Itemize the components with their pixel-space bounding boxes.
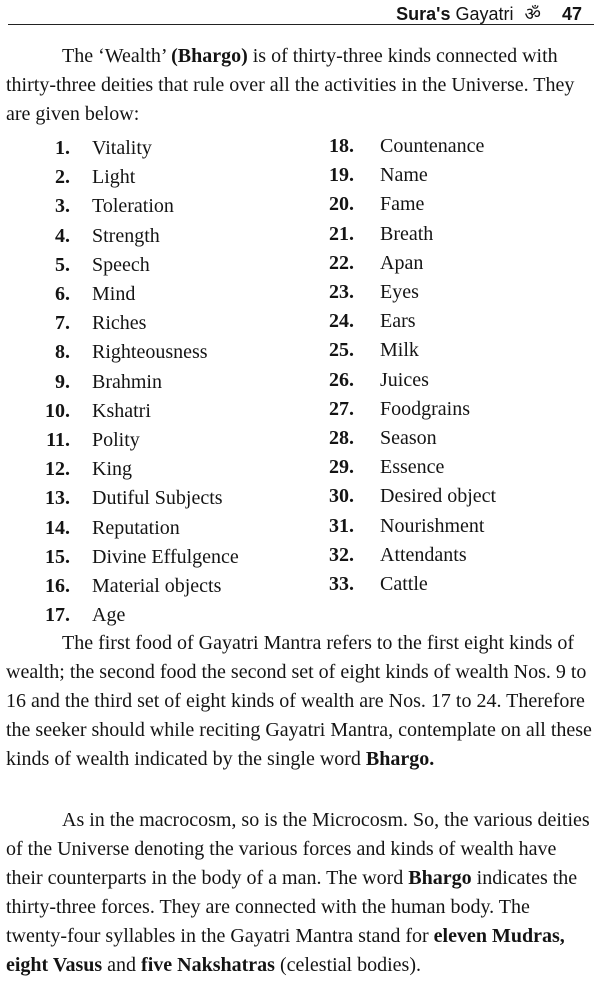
para3-text-1: As in the macrocosm, so is the Microcosm. So, the various deities of the Universe denoting the various forces and kinds of wealth have their counterparts in the body of a man. The word (6, 809, 590, 889)
list-item-label: Mind (92, 283, 136, 305)
list-item-label: Strength (92, 224, 160, 247)
list-item-label: Desired object (380, 485, 497, 508)
list-item-label: Attendants (380, 543, 467, 566)
list-item-label: Breath (380, 222, 434, 245)
list-item-label: Age (92, 604, 126, 627)
list-item-number: 14. (45, 516, 70, 539)
list-item-number: 17. (45, 604, 70, 627)
list-item-label: Milk (380, 339, 419, 362)
list-item-number: 11. (46, 429, 70, 451)
list-item-number: 2. (55, 166, 70, 189)
list-item-number: 25. (329, 339, 354, 362)
list-item-number: 21. (329, 222, 354, 245)
paragraph-first-food (6, 629, 594, 774)
list-item-label: Cattle (380, 573, 428, 595)
list-item-label: King (92, 458, 132, 481)
list-item-number: 29. (329, 456, 354, 479)
page-number: 47 (561, 4, 582, 24)
list-item-number: 27. (329, 397, 354, 420)
list-item-number: 10. (45, 399, 70, 422)
intro-term: (Bhargo) (171, 45, 248, 67)
header-text (396, 2, 582, 26)
list-item-number: 23. (329, 281, 354, 303)
header-book: Sura's (396, 4, 451, 24)
list-item-label: Divine Effulgence (92, 545, 239, 568)
list-item-label: Brahmin (92, 370, 162, 393)
list-item-label: Ears (380, 310, 416, 333)
list-item-label: Nourishment (380, 514, 485, 537)
list-item-number: 4. (55, 224, 70, 247)
list-item-label: Reputation (92, 516, 180, 539)
list-item-label: Righteousness (92, 341, 208, 364)
list-item-number: 26. (329, 368, 354, 391)
list-item-label: Polity (92, 429, 140, 451)
list-item-number: 18. (329, 135, 354, 157)
list-item-number: 16. (45, 575, 70, 597)
list-item-label: Fame (380, 193, 425, 216)
list-item-label: Riches (92, 312, 147, 335)
list-item-label: Vitality (92, 137, 152, 159)
list-item-number: 19. (329, 164, 354, 187)
list-item-label: Speech (92, 253, 150, 276)
list-item-label: Eyes (380, 281, 419, 303)
list-item-number: 32. (329, 543, 354, 566)
list-item-number: 1. (55, 137, 70, 159)
list-item-label: Toleration (92, 195, 174, 218)
list-item-label: Season (380, 427, 437, 449)
list-item-number: 24. (329, 310, 354, 333)
list-item-number: 12. (45, 458, 70, 481)
list-item-label: Countenance (380, 135, 485, 157)
list-item-number: 6. (55, 283, 70, 305)
om-symbol-icon: ॐ (524, 4, 541, 24)
list-item-label: Essence (380, 456, 445, 479)
list-item-label: Kshatri (92, 399, 151, 422)
list-item-number: 7. (55, 312, 70, 335)
para3-text-2: indicates the thirty-three forces. They are connected with the human body. The twenty-four syllables in the Gayatri Mantra stand for (6, 867, 578, 947)
list-item-number: 13. (45, 487, 70, 510)
list-item-number: 28. (329, 427, 354, 449)
intro-text-2: is of thirty-three kinds connected with thirty-three deities that rule over all the activities in the Universe. They are given below: (6, 45, 575, 125)
list-item-number: 33. (329, 573, 354, 595)
list-item-number: 3. (55, 195, 70, 218)
intro-paragraph (6, 42, 594, 129)
list-item-label: Dutiful Subjects (92, 487, 223, 510)
list-item-number: 8. (55, 341, 70, 364)
list-item-number: 9. (55, 370, 70, 393)
list-item-label: Apan (380, 251, 424, 274)
para2-text: The first food of Gayatri Mantra refers to the first eight kinds of wealth; the second food the second set of eight kinds of wealth Nos. 9 to 16 and the third set of eight kinds of wealth are Nos. 17 to 24. Therefore the seeker should while reciting Gayatri Mantra, contemplate on all these kinds of wealth indicated by the single word (6, 632, 592, 770)
list-item-number: 22. (329, 251, 354, 274)
header-title: Gayatri (455, 4, 514, 24)
list-item-number: 15. (45, 545, 70, 568)
list-item-label: Light (92, 166, 136, 189)
list-item-number: 5. (55, 253, 70, 276)
list-item-label: Foodgrains (380, 397, 470, 420)
list-item-label: Material objects (92, 575, 222, 597)
para3-term-3: five Nakshatras (141, 954, 275, 976)
para3-text-3: and (102, 954, 142, 976)
list-item-number: 31. (329, 514, 354, 537)
para2-term: Bhargo. (365, 748, 435, 770)
running-header (0, 0, 600, 28)
para3-text-4: (celestial bodies). (274, 954, 421, 976)
header-rule (8, 24, 594, 25)
para3-term-2: eleven Mudras, eight Vasus (6, 925, 565, 976)
list-item-number: 20. (329, 193, 354, 216)
paragraph-microcosm (6, 806, 594, 980)
list-item-label: Juices (380, 368, 429, 391)
list-item-number: 30. (329, 485, 354, 508)
list-item-label: Name (380, 164, 428, 187)
intro-text-1: The ‘Wealth’ (62, 45, 172, 67)
para3-term-1: Bhargo (408, 867, 472, 889)
